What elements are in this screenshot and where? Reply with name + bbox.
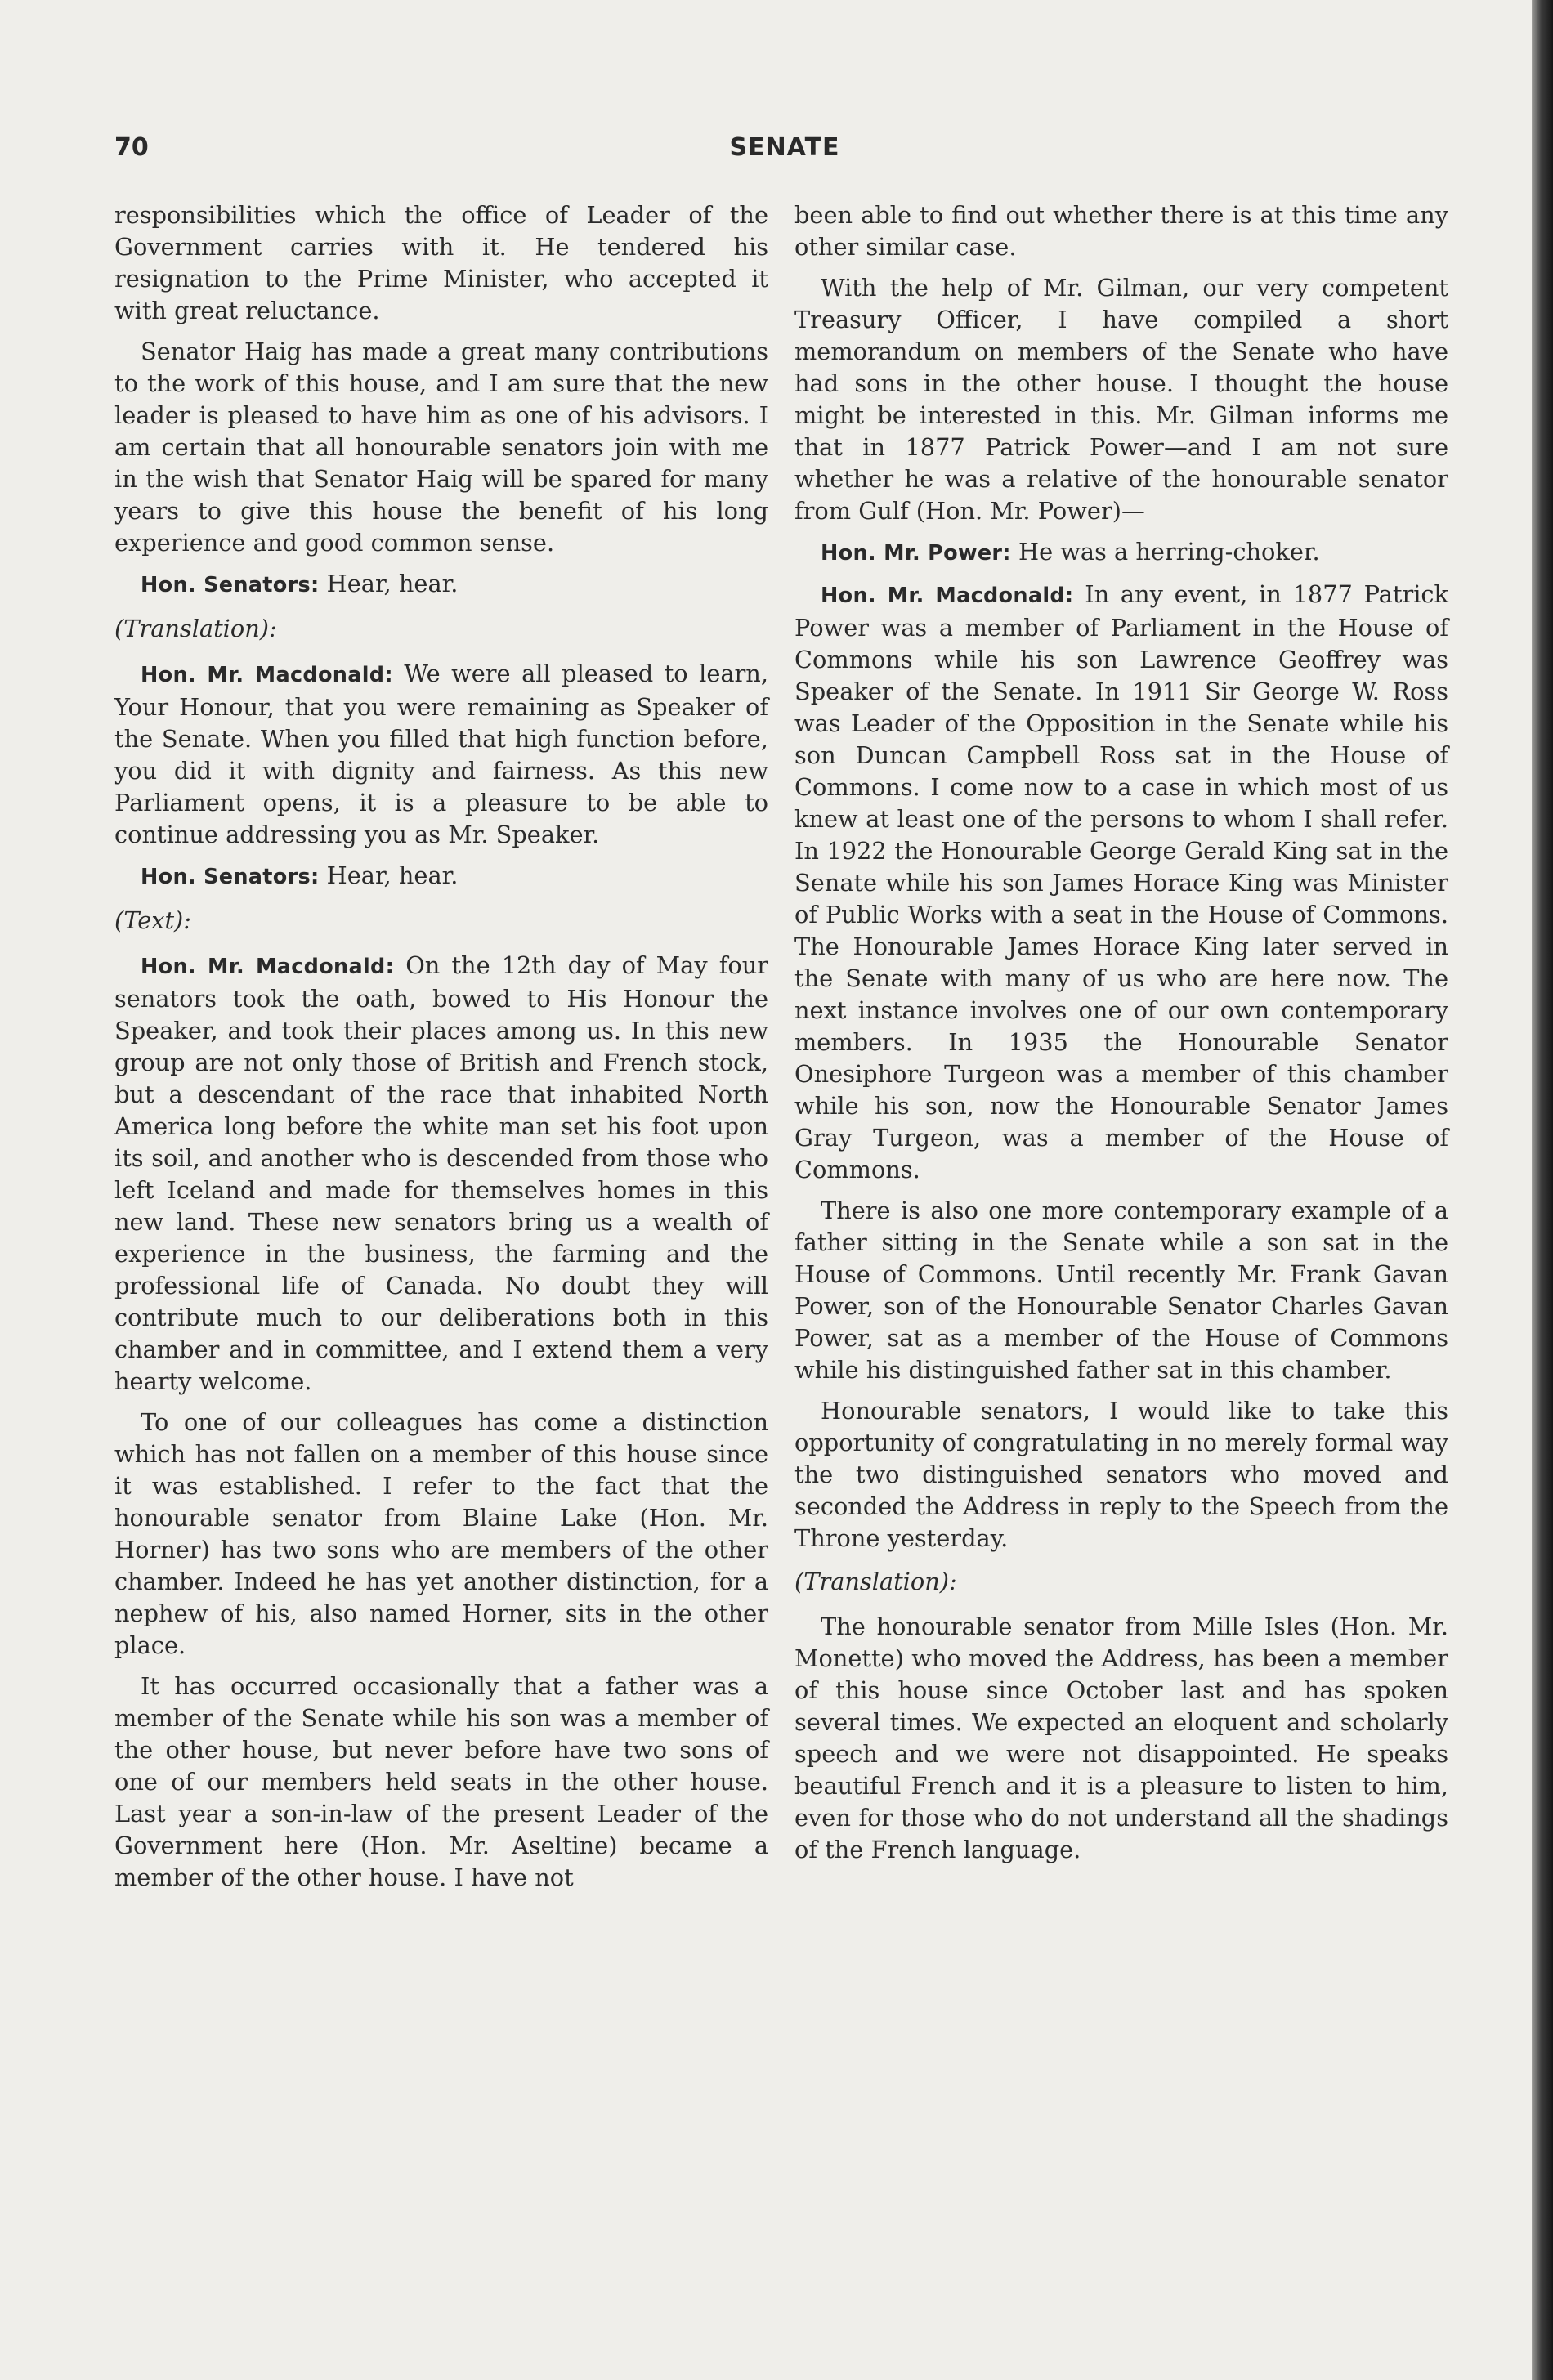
running-title: SENATE xyxy=(729,133,840,162)
paragraph: Honourable senators, I would like to take this opportunity of congratulating in no merely formal way the two distinguished senators who moved and seconded the Address in reply to the Speech from the Throne yesterday. xyxy=(794,1397,1448,1552)
page-header xyxy=(114,133,1455,172)
speech-paragraph xyxy=(794,536,1448,570)
speech-text: On the 12th day of May four senators took the oath, bowed to His Honour the Speaker, and took their places among us. In this new group are not only those of British and French stock, but a descendant of the race that inhabited North America long before the white man set his foot upon its soil, and another who is descended from those who left Iceland and made for themselves homes in this new land. These new senators bring us a wealth of experience in the business, the farming and the professional life of Canada. No doubt they will contribute much to our deliberations both in this chamber and in committee, and I extend them a very hearty welcome. xyxy=(114,951,769,1395)
speaker-name: Hon. Mr. Macdonald: xyxy=(821,584,1074,608)
speaker-name: Hon. Senators: xyxy=(141,865,320,889)
left-column xyxy=(114,199,768,1903)
speech-paragraph xyxy=(114,950,768,1398)
speech-paragraph xyxy=(114,860,768,893)
paragraph: responsibilities which the office of Leader of the Government carries with it. He tendered his resignation to the Prime Minister, who accepted it with great reluctance. xyxy=(114,201,768,324)
speaker-name: Hon. Mr. Power: xyxy=(821,541,1011,566)
speaker-name: Hon. Mr. Macdonald: xyxy=(141,955,395,979)
section-note: (Translation): xyxy=(794,1568,957,1595)
speech-text: Hear, hear. xyxy=(319,570,459,597)
paragraph: It has occurred occasionally that a father was a member of the Senate while his son was a member of the other house, but never before have two sons of one of our members held seats in the other house. Last year a son-in-law of the present Leader of the Government here (Hon. Mr. Aseltine) became a member of the other house. I have not xyxy=(114,1672,768,1891)
paragraph: To one of our colleagues has come a distinction which has not fallen on a member of this house since it was established. I refer to the fact that the honourable senator from Blaine Lake (Hon. Mr. Horner) has two sons who are members of the other chamber. Indeed he has yet another distinction, for a nephew of his, also named Horner, sits in the other place. xyxy=(114,1408,768,1659)
page-edge-shadow xyxy=(1532,0,1553,2380)
speech-paragraph xyxy=(114,568,768,602)
speech-text: He was a herring-choker. xyxy=(1010,538,1320,566)
right-column xyxy=(794,199,1448,1875)
speaker-name: Hon. Senators: xyxy=(141,573,320,597)
speech-paragraph xyxy=(794,579,1448,1186)
section-note: (Text): xyxy=(114,906,191,934)
paragraph: Senator Haig has made a great many contributions to the work of this house, and I am sure that the new leader is pleased to have him as one of his advisors. I am certain that all honourable senators join with me in the wish that Senator Haig will be spared for many years to give this house the benefit of his long experience and good common sense. xyxy=(114,338,768,557)
page-number: 70 xyxy=(114,133,149,162)
speech-text: In any event, in 1877 Patrick Power was a member of Parliament in the House of Commons while his son Lawrence Geoffrey was Speaker of the Senate. In 1911 Sir George W. Ross was Leader of the Opposition in the Senate while his son Duncan Campbell Ross sat in the House of Commons. I come now to a case in which most of us knew at least one of the persons to whom I shall refer. In 1922 the Honourable George Gerald King sat in the Senate while his son James Horace King was Minister of Public Works with a seat in the House of Commons. The Honourable James Horace King later served in the Senate with many of us who are here now. The next instance involves one of our own contemporary members. In 1935 the Honourable Senator Onesiphore Turgeon was a member of this chamber while his son, now the Honourable Senator James Gray Turgeon, was a member of the House of Commons. xyxy=(794,580,1448,1183)
speech-paragraph xyxy=(114,658,768,851)
speech-text: Hear, hear. xyxy=(319,861,459,889)
paragraph: There is also one more contemporary example of a father sitting in the Senate while a son sat in the House of Commons. Until recently Mr. Frank Gavan Power, son of the Honourable Senator Charles Gavan Power, sat as a member of the House of Commons while his distinguished father sat in this chamber. xyxy=(794,1197,1448,1384)
speaker-name: Hon. Mr. Macdonald: xyxy=(141,663,393,687)
paragraph: The honourable senator from Mille Isles (Hon. Mr. Monette) who moved the Address, has been a member of this house since October last and has spoken several times. We expected an eloquent and scholarly speech and we were not disappointed. He speaks beautiful French and it is a pleasure to listen to him, even for those who do not understand all the shadings of the French language. xyxy=(794,1613,1448,1863)
speech-text: We were all pleased to learn, Your Honour, that you were remaining as Speaker of the Senate. When you filled that high function before, you did it with dignity and fairness. As this new Parliament opens, it is a pleasure to be able to continue addressing you as Mr. Speaker. xyxy=(114,660,768,848)
paragraph: With the help of Mr. Gilman, our very competent Treasury Officer, I have compiled a short memorandum on members of the Senate who have had sons in the other house. I thought the house might be interested in this. Mr. Gilman informs me that in 1877 Patrick Power—and I am not sure whether he was a relative of the honourable senator from Gulf (Hon. Mr. Power)— xyxy=(794,274,1448,525)
paragraph: been able to find out whether there is at this time any other similar case. xyxy=(794,201,1448,261)
section-note: (Translation): xyxy=(114,615,277,642)
